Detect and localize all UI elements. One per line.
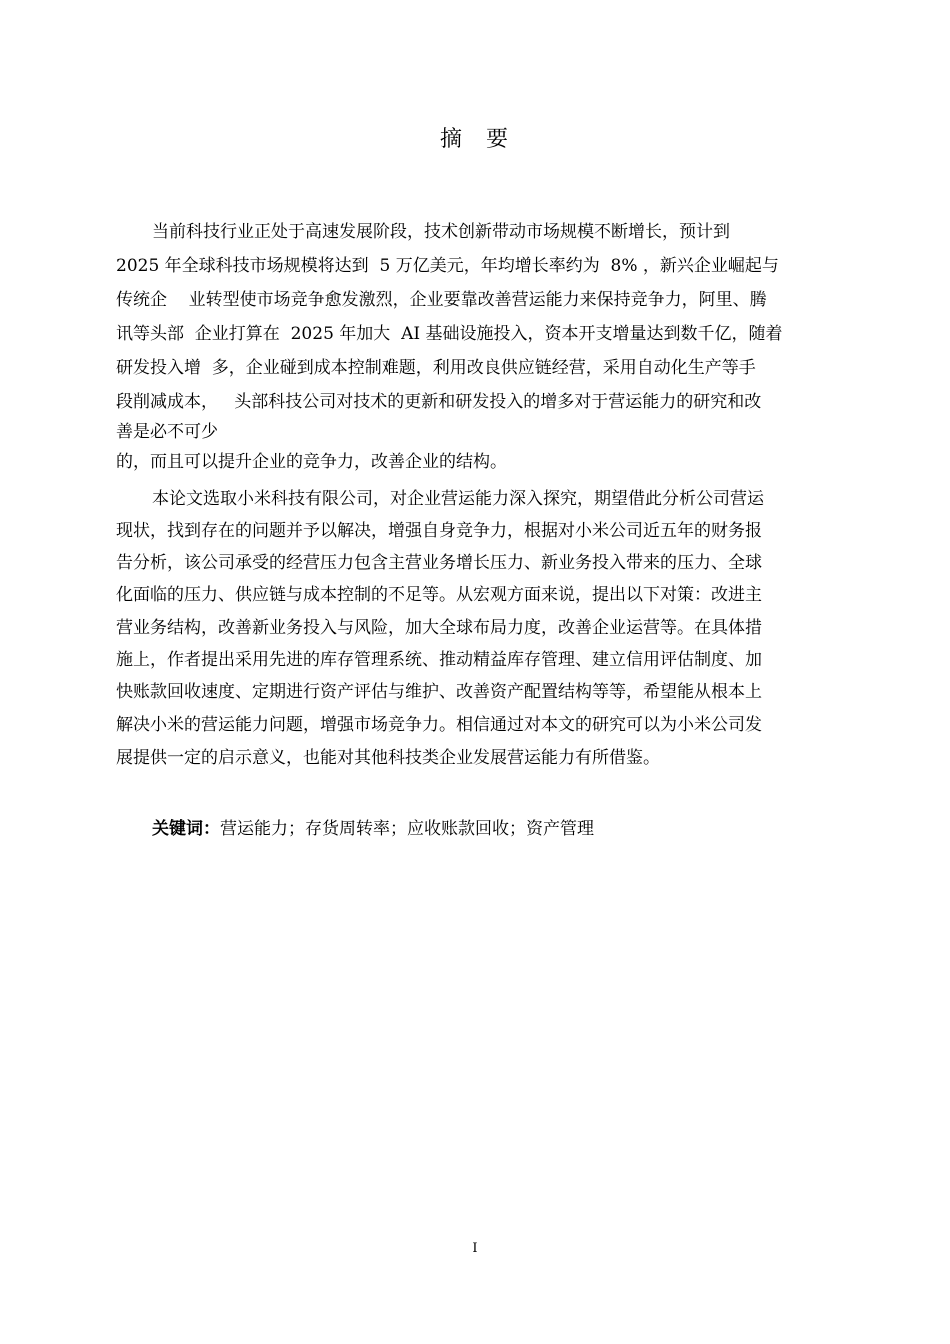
paragraph-line: 化面临的压力、供应链与成本控制的不足等。从宏观方面来说，提出以下对策：改进主 (116, 585, 762, 605)
page-number: I (472, 1241, 478, 1256)
paragraph-line: 2025 年全球科技市场规模将达到 5 万亿美元，年均增长率约为 8% ，新兴企业崛起与 (116, 256, 779, 276)
paragraph-line: 快账款回收速度、定期进行资产评估与维护、改善资产配置结构等等，希望能从根本上 (116, 682, 762, 702)
paragraph-line: 研发投入增 多，企业碰到成本控制难题，利用改良供应链经营，采用自动化生产等手 (116, 358, 756, 378)
paragraph-line: 施上，作者提出采用先进的库存管理系统、推动精益库存管理、建立信用评估制度、加 (116, 650, 762, 670)
paragraph-line: 展提供一定的启示意义，也能对其他科技类企业发展营运能力有所借鉴。 (116, 748, 660, 768)
paragraph-line: 当前科技行业正处于高速发展阶段，技术创新带动市场规模不断增长，预计到 (152, 222, 730, 242)
paragraph-line: 善是必不可少 (116, 422, 218, 442)
keywords-text: 营运能力；存货周转率；应收账款回收；资产管理 (220, 819, 594, 839)
title-char-1: 摘 (439, 127, 464, 152)
paragraph-line: 告分析，该公司承受的经营压力包含主营业务增长压力、新业务投入带来的压力、全球 (116, 553, 762, 573)
keywords-line (152, 812, 594, 846)
paragraph-line: 营业务结构，改善新业务投入与风险，加大全球布局力度，改善企业运营等。在具体措 (116, 618, 762, 638)
keywords-label: 关键词： (152, 819, 220, 839)
paragraph-line: 的，而且可以提升企业的竞争力，改善企业的结构。 (116, 452, 507, 472)
title-char-2: 要 (486, 127, 511, 152)
page-title (0, 122, 950, 153)
paragraph-line: 传统企 业转型使市场竞争愈发激烈，企业要靠改善营运能力来保持竞争力，阿里、腾 (116, 290, 767, 310)
paragraph-line: 解决小米的营运能力问题，增强市场竞争力。相信通过对本文的研究可以为小米公司发 (116, 715, 762, 735)
paragraph-line: 本论文选取小米科技有限公司，对企业营运能力深入探究，期望借此分析公司营运 (152, 489, 764, 509)
paragraph-line: 段削减成本， 头部科技公司对技术的更新和研发投入的增多对于营运能力的研究和改 (116, 392, 762, 412)
paragraph-line: 讯等头部 企业打算在 2025 年加大 AI 基础设施投入，资本开支增量达到数千亿，随着 (116, 324, 783, 344)
paragraph-line: 现状，找到存在的问题并予以解决，增强自身竞争力，根据对小米公司近五年的财务报 (116, 521, 762, 541)
